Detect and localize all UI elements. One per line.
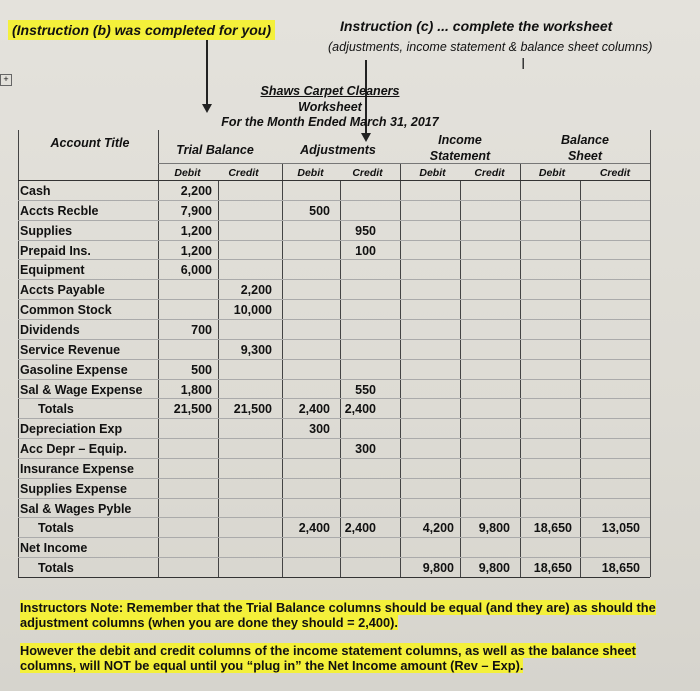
grid-row-line bbox=[18, 458, 650, 459]
grid-column-line bbox=[520, 163, 521, 577]
amount-cell-tb-cr: 2,200 bbox=[240, 283, 272, 298]
instruction-b: (Instruction (b) was completed for you) bbox=[8, 20, 275, 40]
spreadsheet-corner-icon: + bbox=[0, 74, 12, 86]
grid-column-line bbox=[282, 163, 283, 577]
arrow-head-down-icon bbox=[361, 133, 371, 142]
grid-row-line bbox=[18, 498, 650, 499]
amount-cell-adj-dr: 2,400 bbox=[298, 402, 330, 417]
amount-cell-bs-dr: 18,650 bbox=[533, 521, 572, 536]
grid-row-line bbox=[18, 478, 650, 479]
amount-cell-bs-cr: 18,650 bbox=[601, 561, 640, 576]
text-cursor-icon: I bbox=[521, 56, 526, 73]
grid-row-line bbox=[18, 359, 650, 360]
account-title-cell: Cash bbox=[20, 184, 51, 198]
header-bs-credit: Credit bbox=[599, 167, 631, 179]
account-title-cell: Accts Payable bbox=[20, 283, 105, 298]
grid-row-line bbox=[18, 517, 650, 518]
instructors-note: Instructors Note: Remember that the Trial Balance columns should be equal (and they are) as should the adjustment columns (when you are done they should = 2,400). bbox=[20, 600, 656, 630]
grid-column-line bbox=[18, 130, 19, 577]
amount-cell-tb-dr: 1,200 bbox=[180, 223, 212, 238]
account-title-cell: Gasoline Expense bbox=[20, 362, 128, 377]
amount-cell-adj-dr: 2,400 bbox=[298, 521, 330, 536]
account-title-cell: Insurance Expense bbox=[20, 461, 134, 476]
arrow-to-trial-balance bbox=[206, 40, 208, 105]
grid-row-line bbox=[18, 240, 650, 241]
header-tb-credit: Credit bbox=[228, 167, 259, 179]
amount-cell-is-cr: 9,800 bbox=[478, 521, 510, 536]
grid-row-line bbox=[18, 279, 650, 280]
account-title-cell: Totals bbox=[38, 402, 74, 417]
account-title-cell: Accts Recble bbox=[20, 203, 99, 218]
grid-row-line bbox=[18, 259, 650, 260]
account-title-cell: Supplies Expense bbox=[20, 481, 127, 496]
grid-row-line bbox=[18, 438, 650, 439]
grid-column-line bbox=[158, 130, 159, 577]
arrow-head-down-icon bbox=[202, 104, 212, 113]
grid-column-line bbox=[400, 163, 401, 577]
instruction-c-subtitle: (adjustments, income statement & balance sheet columns) bbox=[328, 40, 653, 54]
header-trial-balance: Trial Balance bbox=[176, 143, 254, 157]
header-income-statement-1: Income bbox=[438, 133, 482, 147]
grid-column-line bbox=[650, 130, 651, 577]
grid-row-line bbox=[18, 557, 650, 558]
amount-cell-tb-dr: 700 bbox=[191, 322, 212, 337]
amount-cell-adj-cr: 2,400 bbox=[344, 402, 376, 417]
grid-row-line bbox=[18, 319, 650, 320]
amount-cell-bs-dr: 18,650 bbox=[533, 561, 572, 576]
account-title-cell: Net Income bbox=[20, 541, 88, 556]
header-adj-credit: Credit bbox=[352, 167, 383, 179]
account-title-cell: Totals bbox=[38, 561, 74, 576]
header-balance-sheet-2: Sheet bbox=[567, 149, 603, 163]
account-title-cell: Acc Depr – Equip. bbox=[20, 442, 127, 457]
account-title-cell: Sal & Wages Pyble bbox=[20, 501, 132, 516]
amount-cell-tb-dr: 7,900 bbox=[180, 203, 212, 218]
header-tb-debit: Debit bbox=[174, 167, 201, 179]
header-is-credit: Credit bbox=[474, 167, 505, 179]
period-label: For the Month Ended March 31, 2017 bbox=[221, 115, 439, 129]
amount-cell-tb-dr: 1,800 bbox=[180, 382, 212, 397]
grid-bottom-line bbox=[18, 577, 650, 578]
amount-cell-tb-dr: 6,000 bbox=[180, 263, 212, 278]
amount-cell-tb-dr: 21,500 bbox=[173, 402, 212, 417]
amount-cell-tb-dr: 1,200 bbox=[180, 243, 212, 258]
grid-row-line bbox=[18, 398, 650, 399]
header-account-title: Account Title bbox=[50, 136, 130, 150]
amount-cell-bs-cr: 13,050 bbox=[601, 521, 640, 536]
amount-cell-tb-cr: 21,500 bbox=[233, 402, 272, 417]
account-title-cell: Common Stock bbox=[20, 303, 112, 318]
amount-cell-is-cr: 9,800 bbox=[478, 561, 510, 576]
account-title-cell: Prepaid Ins. bbox=[20, 243, 91, 258]
document-name: Worksheet bbox=[298, 100, 362, 114]
header-bs-debit: Debit bbox=[538, 167, 566, 179]
amount-cell-is-dr: 4,200 bbox=[422, 521, 454, 536]
account-title-cell: Depreciation Exp bbox=[20, 422, 123, 437]
amount-cell-adj-dr: 500 bbox=[309, 203, 330, 218]
grid-header-line bbox=[18, 180, 650, 181]
amount-cell-tb-cr: 10,000 bbox=[233, 303, 272, 318]
account-title-cell: Sal & Wage Expense bbox=[20, 382, 143, 397]
amount-cell-adj-cr: 2,400 bbox=[344, 521, 376, 536]
plug-in-note: However the debit and credit columns of the income statement columns, as well as the balance sheet columns, will NOT be equal until you “plug in” the Net Income amount (Rev – Exp). bbox=[20, 643, 636, 673]
header-adjustments: Adjustments bbox=[300, 143, 376, 157]
amount-cell-adj-cr: 950 bbox=[355, 223, 376, 238]
amount-cell-tb-dr: 2,200 bbox=[180, 184, 212, 198]
grid-row-line bbox=[18, 339, 650, 340]
account-title-cell: Supplies bbox=[20, 223, 73, 238]
instruction-c: Instruction (c) ... complete the worksheet bbox=[340, 18, 613, 34]
amount-cell-adj-cr: 300 bbox=[355, 442, 376, 457]
grid-row-line bbox=[18, 200, 650, 201]
amount-cell-adj-dr: 300 bbox=[309, 422, 330, 437]
account-title-cell: Equipment bbox=[20, 263, 85, 278]
account-title-cell: Service Revenue bbox=[20, 342, 121, 357]
header-is-debit: Debit bbox=[419, 167, 446, 179]
amount-cell-adj-cr: 550 bbox=[355, 382, 376, 397]
amount-cell-tb-dr: 500 bbox=[191, 362, 212, 377]
grid-row-line bbox=[18, 299, 650, 300]
grid-row-line bbox=[18, 537, 650, 538]
grid-subheader-line bbox=[158, 163, 650, 164]
account-title-cell: Totals bbox=[38, 521, 74, 536]
grid-row-line bbox=[18, 379, 650, 380]
account-title-cell: Dividends bbox=[20, 322, 80, 337]
amount-cell-tb-cr: 9,300 bbox=[240, 342, 272, 357]
amount-cell-adj-cr: 100 bbox=[355, 243, 376, 258]
header-adj-debit: Debit bbox=[297, 167, 324, 179]
grid-row-line bbox=[18, 418, 650, 419]
header-income-statement-2: Statement bbox=[429, 149, 491, 163]
company-name: Shaws Carpet Cleaners bbox=[260, 84, 400, 98]
grid-row-line bbox=[18, 220, 650, 221]
header-balance-sheet-1: Balance bbox=[561, 133, 609, 147]
amount-cell-is-dr: 9,800 bbox=[422, 561, 454, 576]
